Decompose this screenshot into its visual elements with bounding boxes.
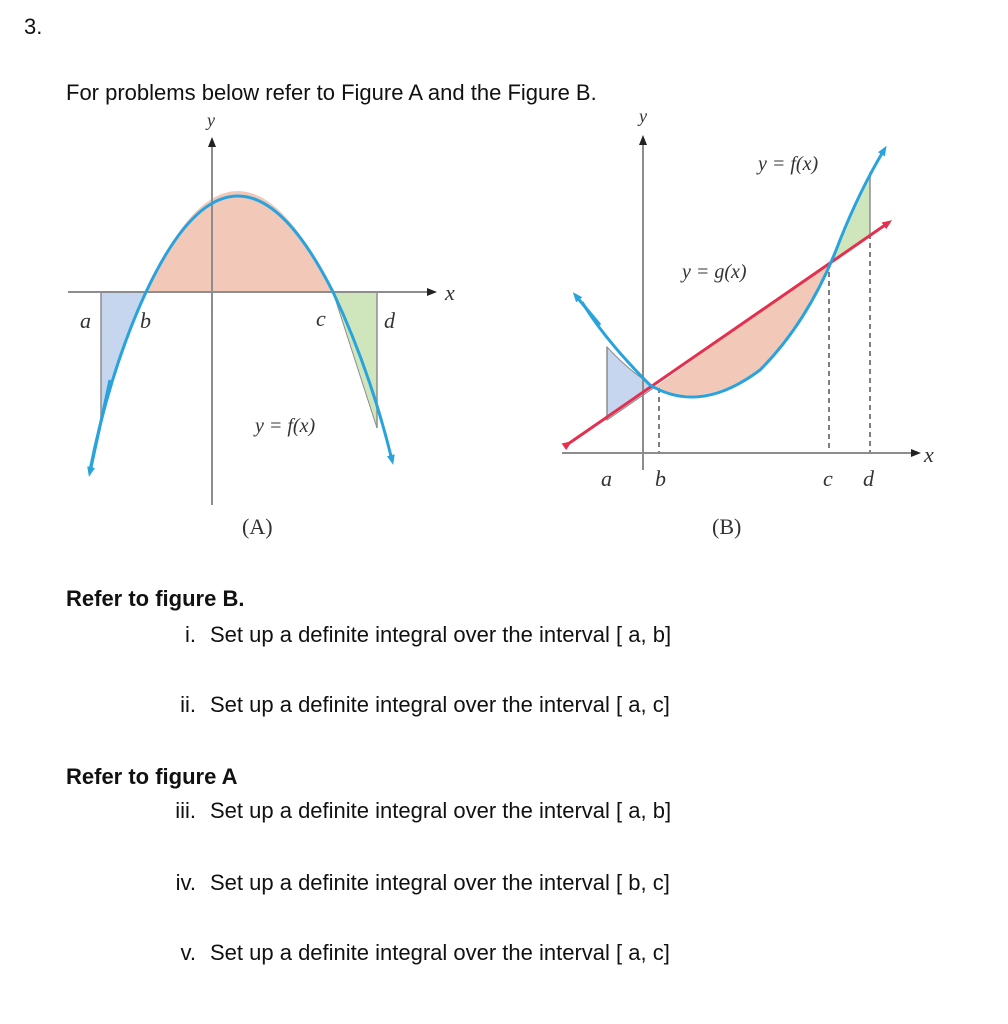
figure-b-caption: (B) [712, 514, 742, 539]
figure-a-curve-label: y = f(x) [255, 415, 316, 437]
question-text: Set up a definite integral over the interval [ a, c] [210, 692, 670, 717]
question-text: Set up a definite integral over the interval [ a, b] [210, 798, 672, 823]
figure-b-curve-f-label: y = f(x) [758, 153, 819, 175]
figure-a [68, 110, 455, 539]
question-text: Set up a definite integral over the interval [ a, b] [210, 622, 672, 647]
question-text: Set up a definite integral over the interval [ a, c] [210, 940, 670, 965]
question-number: iv. [175, 870, 196, 895]
figure-a-region-c-d [333, 292, 377, 428]
question-iii [164, 798, 671, 824]
figure-a-label-d: d [384, 308, 395, 333]
question-number: iii. [175, 798, 196, 823]
figure-b-label-c: c [823, 466, 833, 491]
section-a-heading: Refer to figure A [66, 764, 238, 789]
question-number: v. [180, 940, 196, 965]
figure-a-label-c: c [316, 306, 326, 331]
question-text: Set up a definite integral over the interval [ b, c] [210, 870, 670, 895]
figure-a-label-b: b [140, 308, 151, 333]
figure-b-label-a: a [601, 466, 612, 491]
figure-b-x-label: x [924, 442, 934, 467]
section-b-heading: Refer to figure B. [66, 586, 245, 611]
figure-a-y-label: y [207, 110, 215, 130]
intro-text: For problems below refer to Figure A and the Figure B. [66, 80, 597, 105]
figure-b-line-g-label: y = g(x) [682, 261, 747, 283]
figure-b [562, 106, 934, 539]
figure-a-x-label: x [445, 280, 455, 305]
figure-a-label-a: a [80, 308, 91, 333]
question-ii [164, 692, 670, 718]
figure-b-y-label: y [639, 106, 647, 126]
figure-b-label-b: b [655, 466, 666, 491]
question-i [164, 622, 671, 648]
question-number: ii. [180, 692, 196, 717]
question-number: i. [185, 622, 196, 647]
figure-a-caption: (A) [242, 514, 273, 539]
figure-b-line-g [568, 223, 888, 444]
question-iv [164, 870, 670, 896]
problem-number: 3. [24, 14, 43, 39]
question-v [164, 940, 670, 966]
figure-b-label-d: d [863, 466, 874, 491]
